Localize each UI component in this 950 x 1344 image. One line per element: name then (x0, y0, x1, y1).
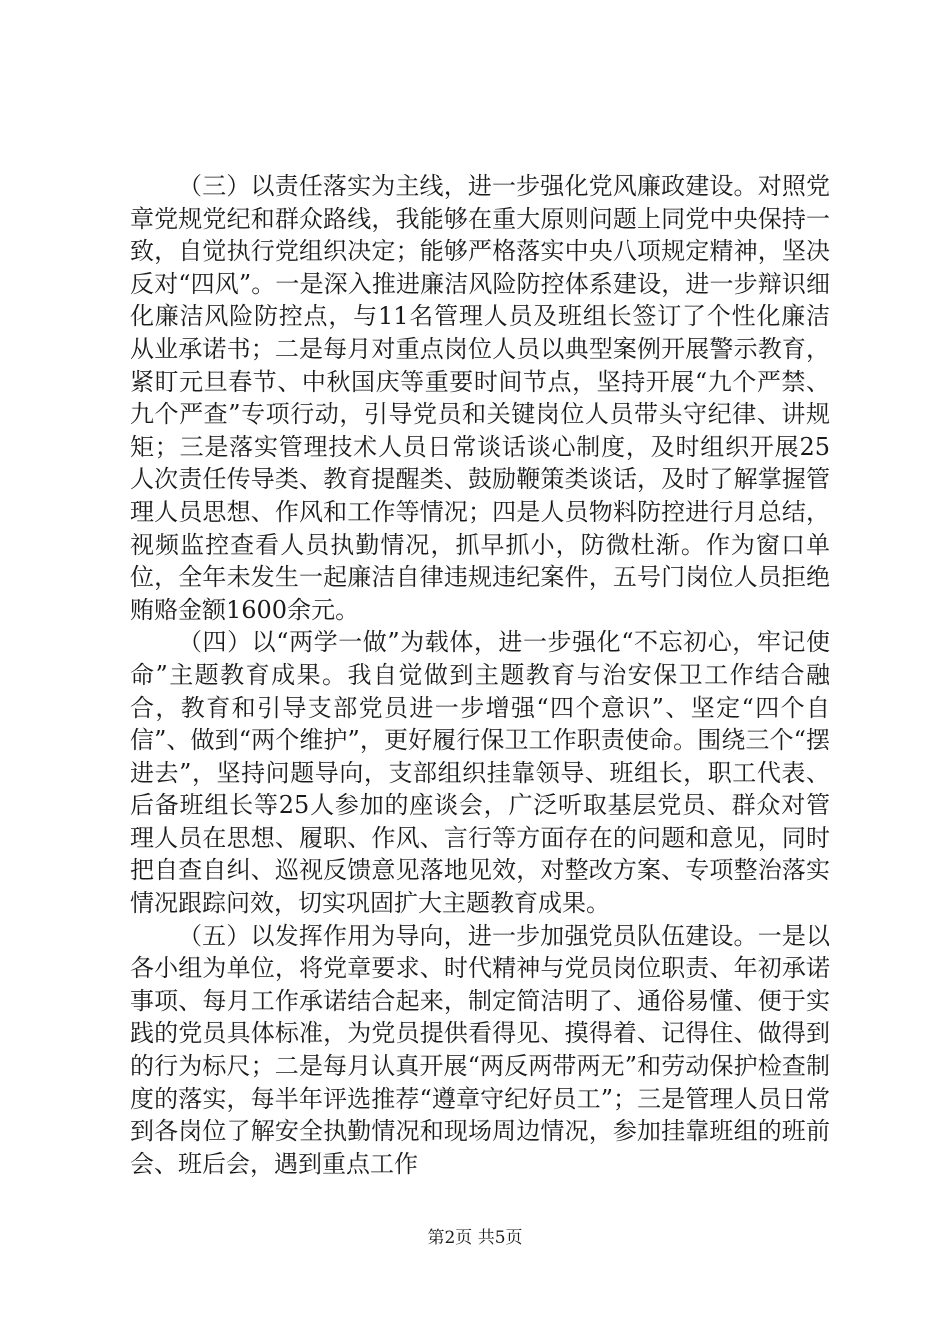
paragraph-section-3: （三）以责任落实为主线，进一步强化党风廉政建设。对照党章党规党纪和群众路线，我能够在重大原则问题上同党中央保持一致，自觉执行党组织决定；能够严格落实中央八项规定精神，坚决反对“四风”。一是深入推进廉洁风险防控体系建设，进一步辩识细化廉洁风险防控点，与11名管理人员及班组长签订了个性化廉洁从业承诺书；二是每月对重点岗位人员以典型案例开展警示教育，紧盯元旦春节、中秋国庆等重要时间节点，坚持开展“九个严禁、九个严查”专项行动，引导党员和关键岗位人员带头守纪律、讲规矩；三是落实管理技术人员日常谈话谈心制度，及时组织开展25人次责任传导类、教育提醒类、鼓励鞭策类谈话，及时了解掌握管理人员思想、作风和工作等情况；四是人员物料防控进行月总结，视频监控查看人员执勤情况，抓早抓小，防微杜渐。作为窗口单位，全年未发生一起廉洁自律违规违纪案件，五号门岗位人员拒绝贿赂金额1600余元。 (130, 172, 830, 624)
page-number-footer: 第2页 共5页 (427, 1228, 523, 1248)
paragraph-section-5: （五）以发挥作用为导向，进一步加强党员队伍建设。一是以各小组为单位，将党章要求、时代精神与党员岗位职责、年初承诺事项、每月工作承诺结合起来，制定简洁明了、通俗易懂、便于实践的党员具体标准，为党员提供看得见、摸得着、记得住、做得到的行为标尺；二是每月认真开展“两反两带两无”和劳动保护检查制度的落实，每半年评选推荐“遵章守纪好员工”；三是管理人员日常到各岗位了解安全执勤情况和现场周边情况，参加挂靠班组的班前会、班后会，遇到重点工作 (130, 921, 830, 1178)
paragraph-section-4: （四）以“两学一做”为载体，进一步强化“不忘初心，牢记使命”主题教育成果。我自觉做到主题教育与治安保卫工作结合融合，教育和引导支部党员进一步增强“四个意识”、坚定“四个自信”、做到“两个维护”，更好履行保卫工作职责使命。围绕三个“摆进去”，坚持问题导向，支部组织挂靠领导、班组长，职工代表、后备班组长等25人参加的座谈会，广泛听取基层党员、群众对管理人员在思想、履职、作风、言行等方面存在的问题和意见，同时把自查自纠、巡视反馈意见落地见效，对整改方案、专项整治落实情况跟踪问效，切实巩固扩大主题教育成果。 (130, 628, 830, 918)
document-body (130, 170, 830, 1180)
